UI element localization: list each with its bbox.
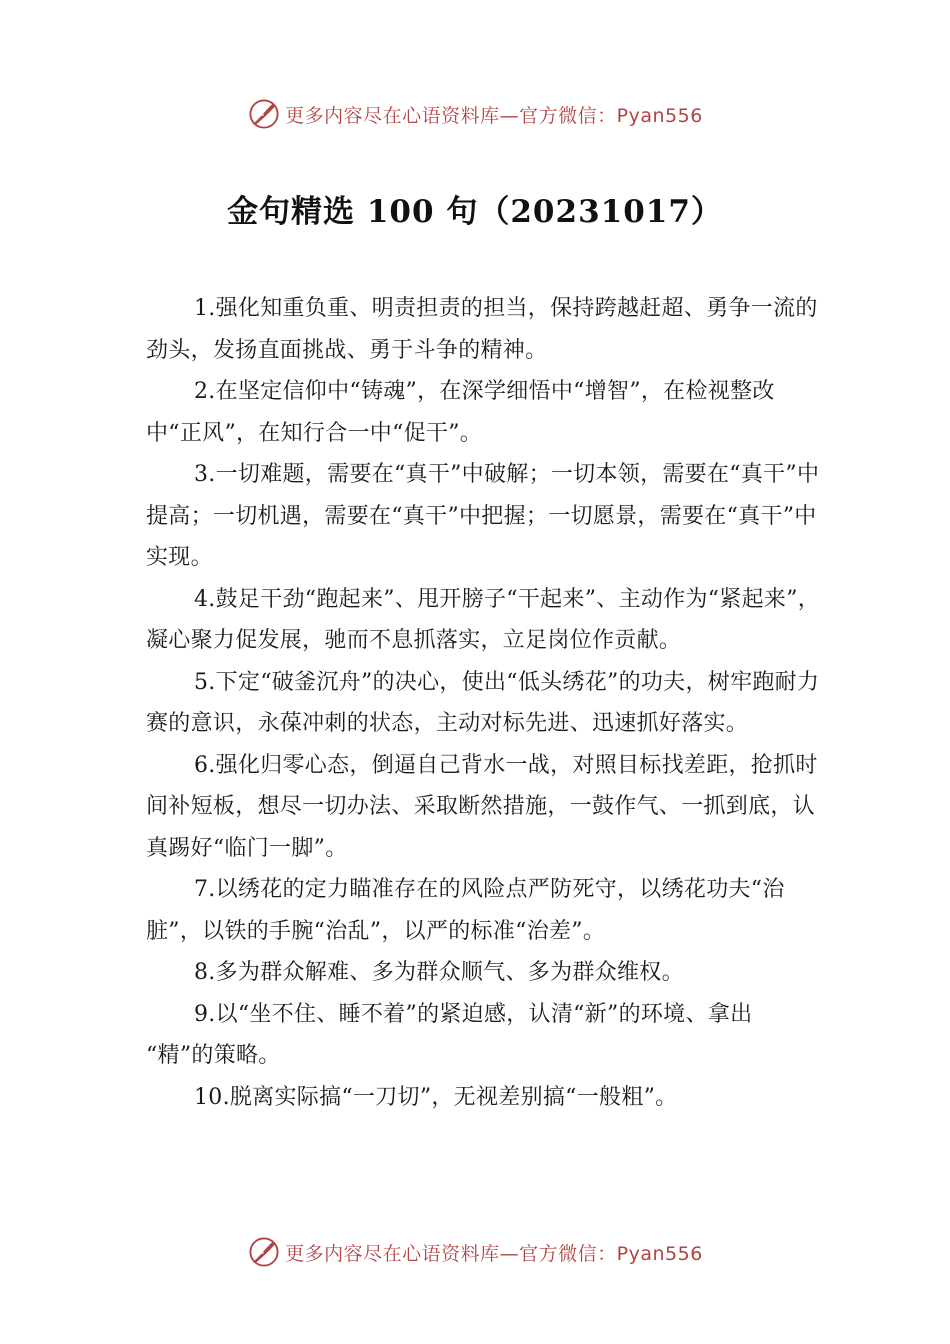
footer-watermark-text: 更多内容尽在心语资料库—官方微信：Pyan556 [285, 1242, 703, 1265]
quote-item: 1.强化知重负重、明责担责的担当，保持跨越赶超、勇争一流的劲头，发扬直面挑战、勇于斗争的精神。 [146, 296, 818, 363]
quote-item: 5.下定“破釜沉舟”的决心，使出“低头绣花”的功夫，树牢跑耐力赛的意识，永葆冲刺的状态，主动对标先进、迅速抓好落实。 [146, 669, 820, 736]
quote-item: 6.强化归零心态，倒逼自己背水一战，对照目标找差距，抢抓时间补短板，想尽一切办法、采取断然措施，一鼓作气、一抓到底，认真踢好“临门一脚”。 [146, 752, 818, 861]
quote-item: 8.多为群众解难、多为群众顺气、多为群众维权。 [194, 960, 684, 985]
footer-watermark [0, 1232, 950, 1272]
pen-nib-logo-icon [247, 1235, 281, 1269]
header-watermark [0, 94, 950, 134]
pen-nib-logo-icon [247, 97, 281, 131]
header-watermark-text: 更多内容尽在心语资料库—官方微信：Pyan556 [285, 104, 703, 127]
document-title: 金句精选 100 句（20231017） [227, 194, 723, 230]
quote-list [146, 288, 822, 1118]
quote-item: 3.一切难题，需要在“真干”中破解；一切本领，需要在“真干”中提高；一切机遇，需要在“真干”中把握；一切愿景，需要在“真干”中实现。 [146, 462, 820, 570]
quote-item: 2.在坚定信仰中“铸魂”，在深学细悟中“增智”，在检视整改中“正风”，在知行合一中“促干”。 [146, 379, 775, 446]
quote-item: 9.以“坐不住、睡不着”的紧迫感，认清“新”的环境、拿出 “精”的策略。 [146, 1001, 753, 1068]
quote-item: 4.鼓足干劲“跑起来”、甩开膀子“干起来”、主动作为“紧起来”，凝心聚力促发展，驰而不息抓落实，立足岗位作贡献。 [146, 586, 821, 653]
quote-item: 7.以绣花的定力瞄准存在的风险点严防死守，以绣花功夫“治脏”，以铁的手腕“治乱”，以严的标准“治差”。 [146, 877, 785, 944]
quote-item: 10.脱离实际搞“一刀切”，无视差别搞“一般粗”。 [194, 1084, 678, 1110]
